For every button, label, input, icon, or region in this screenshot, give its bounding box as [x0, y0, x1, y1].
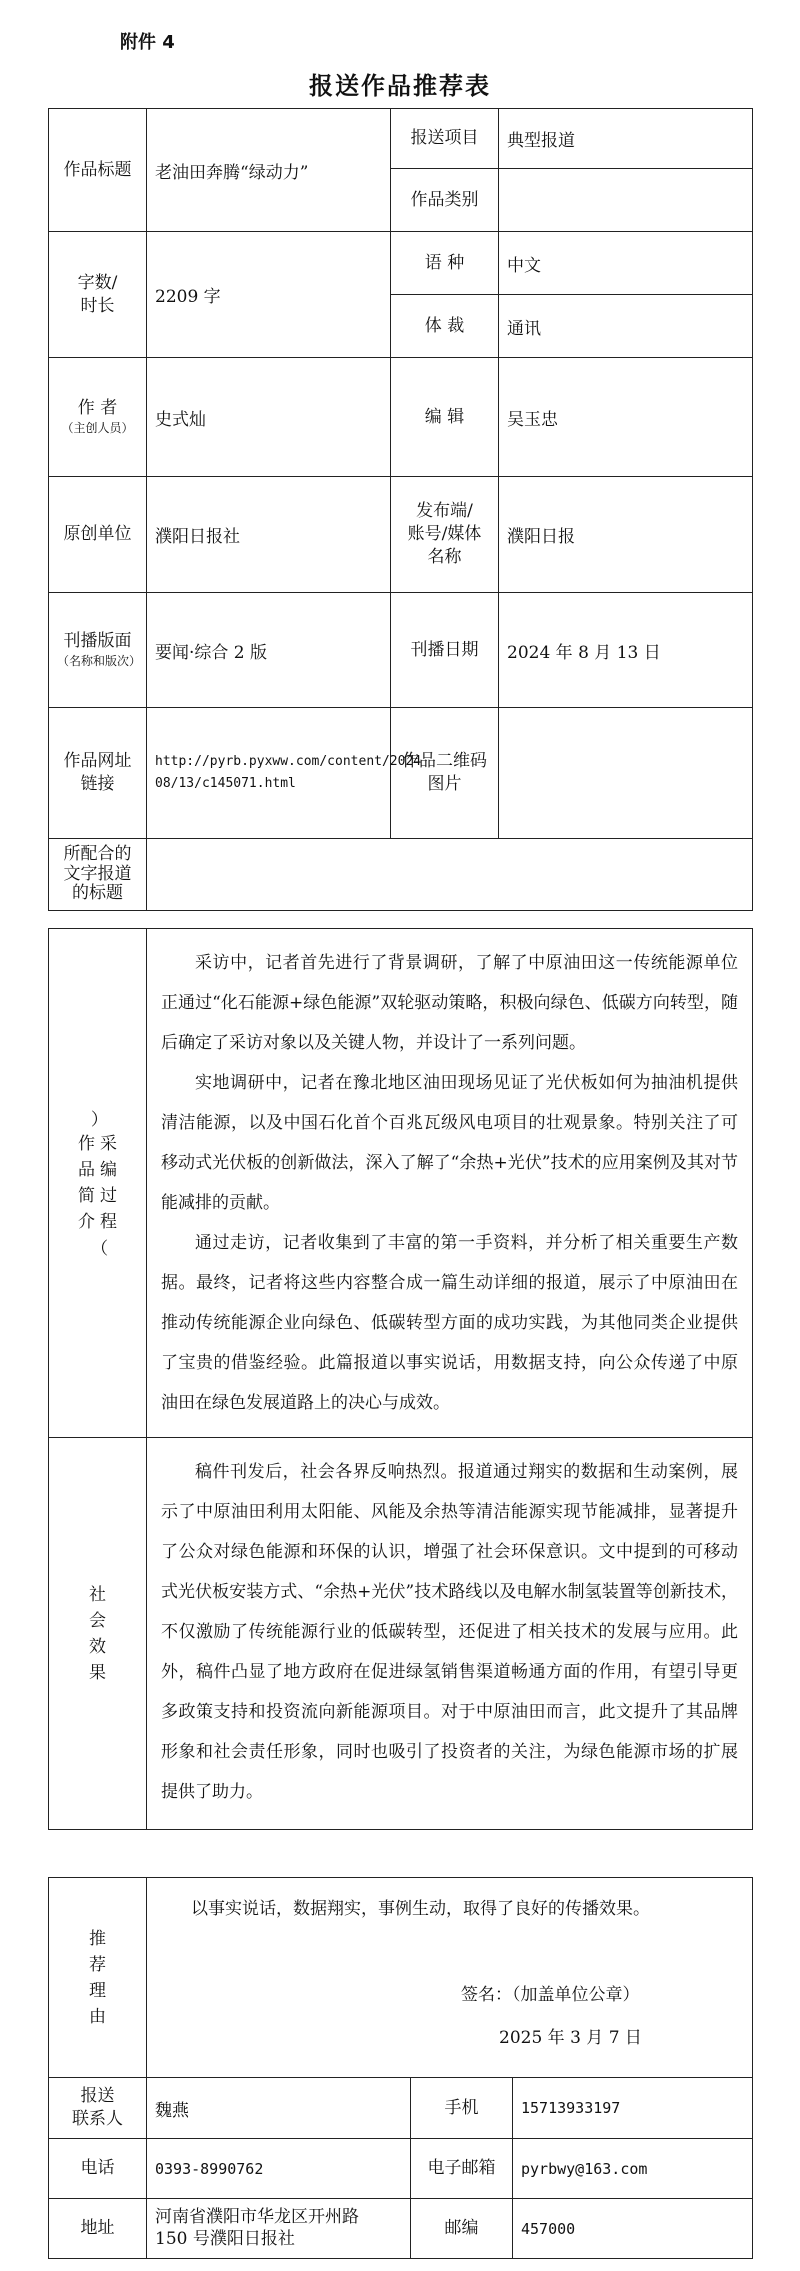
intro-label: ︵ 作 品 简 介 采 编 过 程 ︶	[49, 929, 147, 1438]
word-count-label: 字数/ 时长	[49, 232, 147, 358]
email-label: 电子邮箱	[411, 2139, 513, 2199]
related-title-label: 所配合的 文字报道 的标题	[49, 839, 147, 911]
editor-label: 编 辑	[391, 358, 499, 477]
page-label: 刊播版面 （名称和版次）	[49, 593, 147, 708]
phone-label: 电话	[49, 2139, 147, 2199]
original-unit-value: 濮阳日报社	[147, 477, 391, 593]
work-category-label: 作品类别	[391, 169, 499, 232]
postcode-value: 457000	[513, 2199, 753, 2259]
effect-label: 社 会 效 果	[49, 1438, 147, 1830]
recommend-date: 2025 年 3 月 7 日	[499, 2028, 642, 2048]
address-value: 河南省濮阳市华龙区开州路 150 号濮阳日报社	[147, 2199, 411, 2259]
publish-terminal-label: 发布端/ 账号/媒体 名称	[391, 477, 499, 593]
genre-label: 体 裁	[391, 295, 499, 358]
report-item-value: 典型报道	[499, 109, 753, 169]
publish-date-label: 刊播日期	[391, 593, 499, 708]
author-value: 史式灿	[147, 358, 391, 477]
attachment-label: 附件 4	[120, 32, 175, 53]
word-count-value: 2209 字	[147, 232, 391, 358]
effect-body	[147, 1438, 753, 1830]
info-table	[48, 108, 753, 911]
page-value: 要闻·综合 2 版	[147, 593, 391, 708]
publish-terminal-value: 濮阳日报	[499, 477, 753, 593]
report-item-label: 报送项目	[391, 109, 499, 169]
intro-paragraph: 通过走访，记者收集到了丰富的第一手资料，并分析了相关重要生产数据。最终，记者将这些内容整合成一篇生动详细的报道，展示了中原油田在推动传统能源企业向绿色、低碳转型方面的成功实践，为其他同类企业提供了宝贵的借鉴经验。此篇报道以事实说话，用数据支持，向公众传递了中原油田在绿色发展道路上的决心与成效。	[161, 1233, 738, 1413]
signature-line: 签名：（加盖单位公章）	[461, 1985, 640, 2005]
address-label: 地址	[49, 2199, 147, 2259]
document-title: 报送作品推荐表	[309, 71, 491, 100]
language-label: 语 种	[391, 232, 499, 295]
intro-label-col2: 采 编 过 程	[100, 1134, 117, 1232]
effect-paragraph: 稿件刊发后，社会各界反响热烈。报道通过翔实的数据和生动案例，展示了中原油田利用太阳能、风能及余热等清洁能源实现节能减排，显著提升了公众对绿色能源和环保的认识，增强了社会环保意识。文中提到的可移动式光伏板安装方式、“余热+光伏”技术路线以及电解水制氢装置等创新技术，不仅激励了传统能源行业的低碳转型，还促进了相关技术的发展与应用。此外，稿件凸显了地方政府在促进绿氢销售渠道畅通方面的作用，有望引导更多政策支持和投资流向新能源项目。对于中原油田而言，此文提升了其品牌形象和社会责任形象，同时也吸引了投资者的关注，为绿色能源市场的扩展提供了助力。	[161, 1462, 738, 1802]
work-title-value: 老油田奔腾“绿动力”	[147, 109, 391, 232]
email-value[interactable]: pyrbwy@163.com	[513, 2139, 753, 2199]
recommend-contact-table	[48, 1877, 753, 2259]
intro-paragraph: 实地调研中，记者在豫北地区油田现场见证了光伏板如何为抽油机提供清洁能源，以及中国石化首个百兆瓦级风电项目的壮观景象。特别关注了可移动式光伏板的创新做法，深入了解了“余热+光伏”技术的应用案例及其对节能减排的贡献。	[161, 1073, 738, 1213]
intro-body	[147, 929, 753, 1438]
intro-paragraph: 采访中，记者首先进行了背景调研，了解了中原油田这一传统能源单位正通过“化石能源+绿色能源”双轮驱动策略，积极向绿色、低碳方向转型，随后确定了采访对象以及关键人物，并设计了一系列问题。	[161, 953, 738, 1053]
url-label: 作品网址 链接	[49, 708, 147, 839]
contact-person-value: 魏燕	[147, 2078, 411, 2139]
postcode-label: 邮编	[411, 2199, 513, 2259]
author-label: 作 者 （主创人员）	[49, 358, 147, 477]
intro-label-col1: 作 品 简 介	[78, 1134, 95, 1232]
language-value: 中文	[499, 232, 753, 295]
qrcode-image	[499, 708, 753, 839]
qrcode-label: 作品二维码 图片	[391, 708, 499, 839]
related-title-value	[147, 839, 753, 911]
intro-effect-table	[48, 928, 753, 1830]
original-unit-label: 原创单位	[49, 477, 147, 593]
phone-value: 0393-8990762	[147, 2139, 411, 2199]
genre-value: 通讯	[499, 295, 753, 358]
publish-date-value: 2024 年 8 月 13 日	[499, 593, 753, 708]
work-title-label: 作品标题	[49, 109, 147, 232]
recommend-text: 以事实说话，数据翔实，事例生动，取得了良好的传播效果。	[191, 1899, 650, 1919]
mobile-value: 15713933197	[513, 2078, 753, 2139]
recommend-body	[147, 1878, 753, 2078]
work-category-value	[499, 169, 753, 232]
mobile-label: 手机	[411, 2078, 513, 2139]
url-value[interactable]: http://pyrb.pyxww.com/content/2024 08/13/c145071.html	[147, 708, 391, 839]
contact-person-label: 报送 联系人	[49, 2078, 147, 2139]
recommend-label: 推 荐 理 由	[49, 1878, 147, 2078]
editor-value: 吴玉忠	[499, 358, 753, 477]
